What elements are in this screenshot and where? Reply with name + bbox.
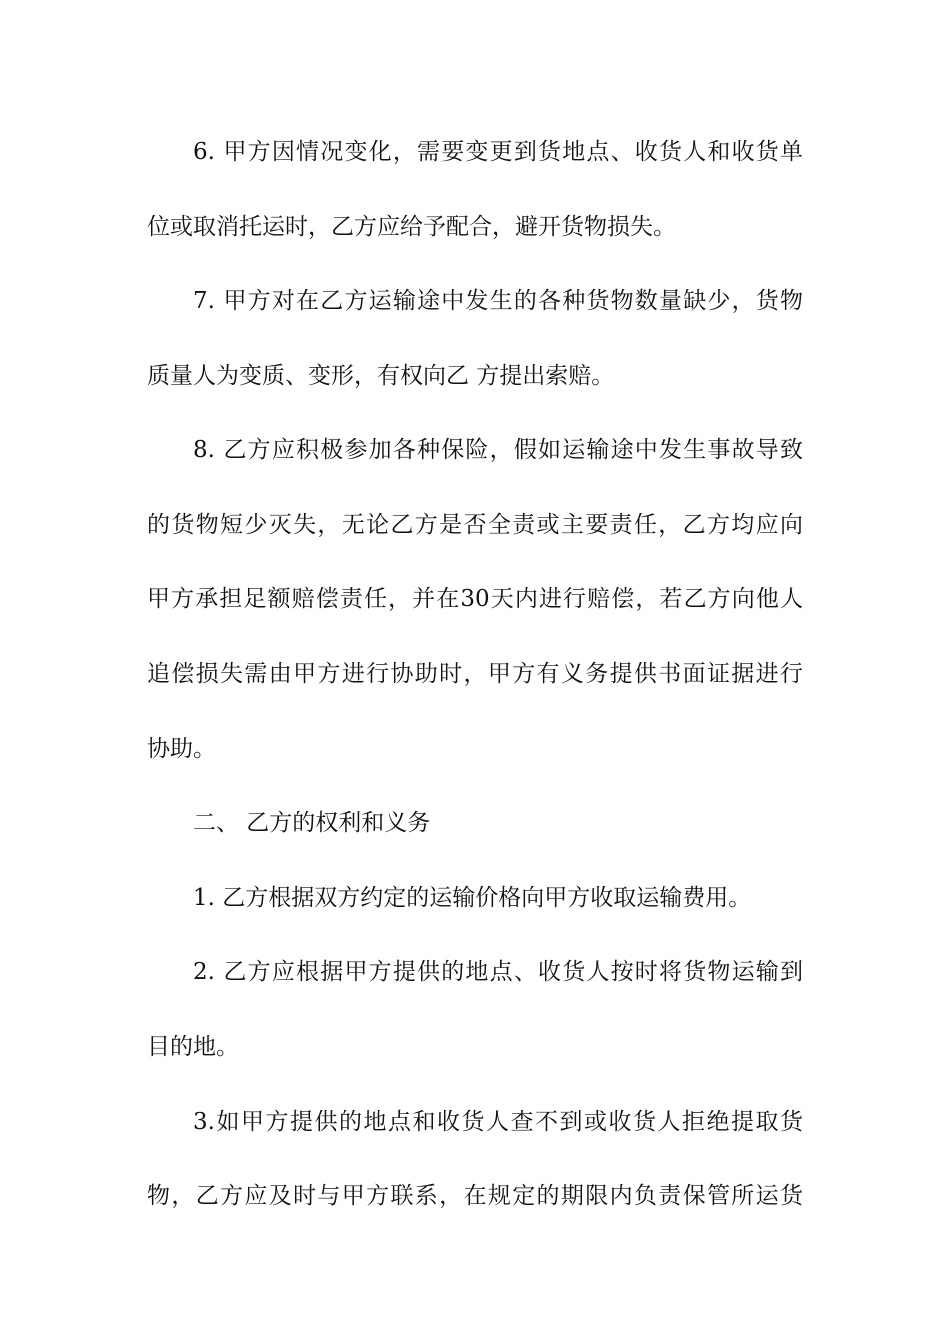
clause-8-line-3: 甲方承担足额赔偿责任，并在30天内进行赔偿，若乙方向他人	[147, 586, 803, 612]
clause-7-line-2: 质量人为变质、变形，有权向乙 方提出索赔。	[147, 363, 615, 389]
clause-2-line-1: 2. 乙方应根据甲方提供的地点、收货人按时将货物运输到	[193, 959, 803, 985]
clause-8-line-5: 协助。	[147, 736, 216, 762]
section-heading: 二、 乙方的权利和义务	[193, 810, 431, 836]
clause-6-line-1: 6. 甲方因情况变化，需要变更到货地点、收货人和收货单	[193, 139, 803, 165]
clause-6-line-2: 位或取消托运时，乙方应给予配合，避开货物损失。	[147, 214, 676, 240]
clause-8-line-1: 8. 乙方应积极参加各种保险，假如运输途中发生事故导致	[193, 437, 803, 463]
clause-3-line-2: 物，乙方应及时与甲方联系，在规定的期限内负责保管所运货	[147, 1183, 803, 1209]
clause-3-line-1: 3.如甲方提供的地点和收货人查不到或收货人拒绝提取货	[193, 1109, 803, 1135]
clause-1-line-1: 1. 乙方根据双方约定的运输价格向甲方收取运输费用。	[193, 885, 752, 911]
clause-2-line-2: 目的地。	[147, 1034, 239, 1060]
clause-8-line-4: 追偿损失需由甲方进行协助时，甲方有义务提供书面证据进行	[147, 661, 803, 687]
clause-7-line-1: 7. 甲方对在乙方运输途中发生的各种货物数量缺少，货物	[193, 288, 803, 314]
clause-8-line-2: 的货物短少灭失，无论乙方是否全责或主要责任，乙方均应向	[147, 512, 803, 538]
